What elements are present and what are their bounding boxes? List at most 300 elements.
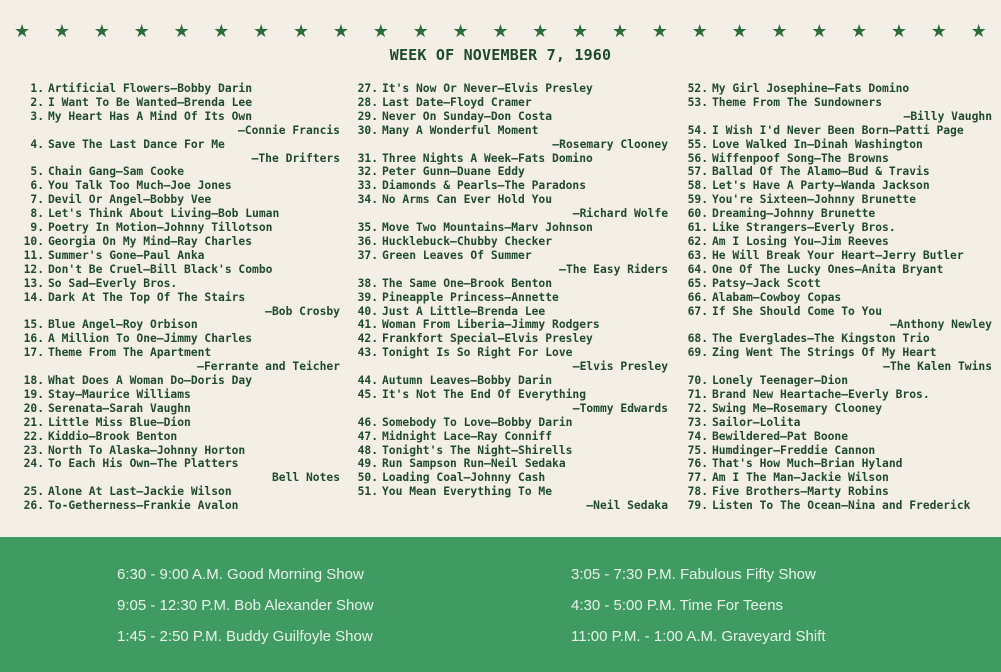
star-icon: ★ — [651, 21, 668, 42]
chart-column-3 — [686, 82, 992, 513]
chart-entry-artist — [686, 110, 992, 124]
entry-number: 77. — [687, 471, 708, 485]
schedule-item: 6:30 - 9:00 A.M. Good Morning Show — [117, 566, 364, 583]
star-border — [0, 20, 1001, 44]
chart-entry — [356, 179, 668, 193]
entry-number: 70. — [687, 374, 708, 388]
entry-text: If She Should Come To You — [712, 304, 883, 318]
page-title: WEEK OF NOVEMBER 7, 1960 — [389, 46, 612, 64]
entry-text: He Will Break Your Heart—Jerry Butler — [712, 248, 964, 262]
chart-entry — [686, 152, 992, 166]
chart-entry-artist — [22, 152, 340, 166]
entry-number: 65. — [687, 276, 708, 290]
entry-number: 5. — [30, 165, 44, 179]
chart-entry — [22, 402, 340, 416]
entry-text: So Sad—Everly Bros. — [48, 276, 178, 290]
entry-text: That's How Much—Brian Hyland — [712, 457, 903, 471]
entry-number: 76. — [687, 457, 708, 471]
entry-text: Three Nights A Week—Fats Domino — [382, 151, 593, 165]
entry-number: 43. — [357, 346, 378, 360]
entry-text: —Elvis Presley — [572, 360, 668, 374]
entry-number: 48. — [357, 443, 378, 457]
chart-entry — [22, 388, 340, 402]
chart-entry-artist — [22, 305, 340, 319]
entry-number: 17. — [23, 346, 44, 360]
chart-entry-artist — [22, 471, 340, 485]
entry-number: 6. — [30, 179, 44, 193]
chart-entry-artist — [356, 360, 668, 374]
chart-entry — [686, 416, 992, 430]
chart-entry — [22, 277, 340, 291]
entry-number: 31. — [357, 151, 378, 165]
entry-text: —The Kalen Twins — [883, 360, 992, 374]
chart-entry — [686, 207, 992, 221]
entry-number: 3. — [30, 109, 44, 123]
entry-number: 57. — [687, 165, 708, 179]
entry-text: Move Two Mountains—Marv Johnson — [382, 221, 593, 235]
entry-number: 72. — [687, 401, 708, 415]
chart-entry-artist — [356, 207, 668, 221]
chart-entry — [686, 374, 992, 388]
entry-text: Blue Angel—Roy Orbison — [48, 318, 198, 332]
entry-number: 44. — [357, 374, 378, 388]
entry-number: 47. — [357, 429, 378, 443]
entry-number: 41. — [357, 318, 378, 332]
entry-number: 42. — [357, 332, 378, 346]
star-icon: ★ — [173, 21, 190, 42]
star-icon: ★ — [731, 21, 748, 42]
entry-text: One Of The Lucky Ones—Anita Bryant — [712, 262, 944, 276]
entry-number: 30. — [357, 123, 378, 137]
entry-text: A Million To One—Jimmy Charles — [48, 332, 253, 346]
entry-number: 75. — [687, 443, 708, 457]
entry-text: Brand New Heartache—Everly Bros. — [712, 387, 930, 401]
entry-text: Bewildered—Pat Boone — [712, 429, 849, 443]
entry-number: 7. — [30, 193, 44, 207]
chart-entry — [22, 96, 340, 110]
chart-column-1 — [22, 82, 340, 513]
entry-text: Somebody To Love—Bobby Darin — [382, 415, 573, 429]
chart-entry — [686, 444, 992, 458]
entry-text: —Bob Crosby — [265, 304, 340, 318]
chart-entry — [22, 179, 340, 193]
entry-number: 8. — [30, 207, 44, 221]
chart-entry — [686, 221, 992, 235]
chart-entry — [686, 305, 992, 319]
schedule-item: 1:45 - 2:50 P.M. Buddy Guilfoyle Show — [117, 628, 373, 645]
entry-text: —The Drifters — [251, 151, 340, 165]
entry-text: Am I Losing You—Jim Reeves — [712, 234, 889, 248]
entry-number: 22. — [23, 429, 44, 443]
entry-number: 28. — [357, 95, 378, 109]
entry-number: 73. — [687, 415, 708, 429]
entry-text: To-Getherness—Frankie Avalon — [48, 499, 239, 513]
chart-entry — [22, 110, 340, 124]
entry-number: 64. — [687, 262, 708, 276]
entry-text: Lonely Teenager—Dion — [712, 374, 849, 388]
entry-text: Poetry In Motion—Johnny Tillotson — [48, 221, 273, 235]
entry-text: Patsy—Jack Scott — [712, 276, 821, 290]
chart-entry — [22, 82, 340, 96]
chart-entry — [356, 96, 668, 110]
entry-number: 32. — [357, 165, 378, 179]
entry-text: Bell Notes — [271, 471, 340, 485]
entry-number: 18. — [23, 374, 44, 388]
schedule-item: 11:00 P.M. - 1:00 A.M. Graveyard Shift — [571, 628, 826, 645]
chart-entry — [356, 471, 668, 485]
entry-text: It's Now Or Never—Elvis Presley — [382, 82, 593, 95]
chart-entry — [22, 374, 340, 388]
entry-number: 9. — [30, 221, 44, 235]
star-icon: ★ — [851, 21, 868, 42]
chart-entry — [356, 277, 668, 291]
chart-entry — [22, 499, 340, 513]
schedule-item: 9:05 - 12:30 P.M. Bob Alexander Show — [117, 597, 374, 614]
entry-text: —The Easy Riders — [559, 262, 668, 276]
entry-text: No Arms Can Ever Hold You — [382, 193, 553, 207]
entry-text: Sailor—Lolita — [712, 415, 801, 429]
chart-entry — [356, 318, 668, 332]
entry-text: Tonight Is So Right For Love — [382, 346, 573, 360]
entry-text: Save The Last Dance For Me — [48, 137, 225, 151]
chart-entry-artist — [22, 124, 340, 138]
chart-entry — [356, 332, 668, 346]
star-icon: ★ — [890, 21, 908, 42]
entry-number: 55. — [687, 137, 708, 151]
entry-text: I Wish I'd Never Been Born—Patti Page — [712, 123, 964, 137]
entry-text: Five Brothers—Marty Robins — [712, 485, 889, 499]
entry-number: 71. — [687, 387, 708, 401]
chart-entry — [356, 291, 668, 305]
chart-entry — [686, 485, 992, 499]
star-icon: ★ — [970, 21, 987, 42]
chart-entry — [22, 138, 340, 152]
star-icon: ★ — [771, 21, 788, 42]
entry-text: Stay—Maurice Williams — [48, 387, 191, 401]
entry-text: —Neil Sedaka — [586, 499, 668, 513]
entry-number: 79. — [687, 499, 708, 513]
star-icon: ★ — [372, 21, 389, 42]
entry-number: 54. — [687, 123, 708, 137]
chart-entry — [686, 96, 992, 110]
entry-text: Alabam—Cowboy Copas — [712, 290, 842, 304]
chart-entry-artist — [686, 360, 992, 374]
entry-text: Kiddio—Brook Benton — [48, 429, 178, 443]
schedule-footer — [0, 537, 1001, 672]
entry-number: 39. — [357, 290, 378, 304]
chart-entry — [356, 416, 668, 430]
chart-entry — [22, 165, 340, 179]
chart-entry — [686, 235, 992, 249]
entry-number: 59. — [687, 193, 708, 207]
star-icon: ★ — [253, 21, 270, 42]
chart-entry-artist — [22, 360, 340, 374]
entry-number: 46. — [357, 415, 378, 429]
entry-text: Frankfort Special—Elvis Presley — [382, 332, 593, 346]
chart-entry — [22, 207, 340, 221]
entry-number: 78. — [687, 485, 708, 499]
entry-text: Tonight's The Night—Shirells — [382, 443, 573, 457]
entry-number: 21. — [23, 415, 44, 429]
entry-text: Dreaming—Johnny Brunette — [712, 207, 876, 221]
entry-number: 27. — [357, 82, 378, 95]
star-icon: ★ — [412, 21, 429, 42]
entry-text: Theme From The Apartment — [48, 346, 212, 360]
entry-number: 29. — [357, 109, 378, 123]
entry-text: My Girl Josephine—Fats Domino — [712, 82, 910, 95]
entry-number: 58. — [687, 179, 708, 193]
entry-number: 1. — [30, 82, 44, 95]
chart-entry — [356, 110, 668, 124]
entry-text: Alone At Last—Jackie Wilson — [48, 485, 232, 499]
entry-text: Listen To The Ocean—Nina and Frederick — [712, 499, 971, 513]
chart-entry — [22, 221, 340, 235]
entry-number: 33. — [357, 179, 378, 193]
entry-text: What Does A Woman Do—Doris Day — [48, 374, 253, 388]
entry-number: 2. — [30, 95, 44, 109]
star-icon: ★ — [14, 21, 31, 42]
entry-number: 14. — [23, 290, 44, 304]
chart-entry — [22, 263, 340, 277]
entry-number: 56. — [687, 151, 708, 165]
entry-number: 16. — [23, 332, 44, 346]
chart-entry — [356, 193, 668, 207]
star-icon: ★ — [93, 21, 110, 42]
entry-number: 69. — [687, 346, 708, 360]
chart-entry — [22, 193, 340, 207]
entry-text: Ballad Of The Alamo—Bud & Travis — [712, 165, 930, 179]
entry-number: 45. — [357, 387, 378, 401]
entry-text: Little Miss Blue—Dion — [48, 415, 191, 429]
entry-text: North To Alaska—Johnny Horton — [48, 443, 246, 457]
chart-entry — [22, 457, 340, 471]
entry-number: 53. — [687, 95, 708, 109]
chart-entry-artist — [356, 263, 668, 277]
chart-entry — [686, 193, 992, 207]
entry-number: 25. — [23, 485, 44, 499]
star-icon: ★ — [213, 21, 230, 42]
entry-number: 52. — [687, 82, 708, 95]
entry-text: You're Sixteen—Johnny Brunette — [712, 193, 917, 207]
star-icon: ★ — [452, 21, 469, 42]
chart-entry — [686, 277, 992, 291]
chart-entry — [686, 430, 992, 444]
star-icon: ★ — [53, 21, 70, 42]
entry-text: Georgia On My Mind—Ray Charles — [48, 234, 253, 248]
entry-text: Devil Or Angel—Bobby Vee — [48, 193, 212, 207]
entry-number: 50. — [357, 471, 378, 485]
chart-entry — [686, 471, 992, 485]
entry-text: —Ferrante and Teicher — [197, 360, 340, 374]
entry-number: 20. — [23, 401, 44, 415]
entry-text: Like Strangers—Everly Bros. — [712, 221, 896, 235]
entry-text: Just A Little—Brenda Lee — [382, 304, 546, 318]
chart-entry — [356, 305, 668, 319]
entry-number: 34. — [357, 193, 378, 207]
entry-number: 19. — [23, 387, 44, 401]
entry-text: Autumn Leaves—Bobby Darin — [382, 374, 553, 388]
chart-entry — [22, 249, 340, 263]
schedule-item: 4:30 - 5:00 P.M. Time For Teens — [571, 597, 784, 614]
entry-text: Summer's Gone—Paul Anka — [48, 248, 205, 262]
entry-text: Let's Have A Party—Wanda Jackson — [712, 179, 930, 193]
entry-text: Artificial Flowers—Bobby Darin — [48, 82, 253, 95]
entry-number: 67. — [687, 304, 708, 318]
entry-text: Let's Think About Living—Bob Luman — [48, 207, 280, 221]
entry-text: Humdinger—Freddie Cannon — [712, 443, 876, 457]
entry-text: Never On Sunday—Don Costa — [382, 109, 553, 123]
chart-entry-artist — [686, 318, 992, 332]
entry-number: 35. — [357, 221, 378, 235]
chart-entry — [356, 374, 668, 388]
entry-text: Don't Be Cruel—Bill Black's Combo — [48, 262, 273, 276]
entry-number: 60. — [687, 207, 708, 221]
entry-text: Woman From Liberia—Jimmy Rodgers — [382, 318, 600, 332]
star-icon: ★ — [572, 21, 589, 42]
chart-entry — [686, 249, 992, 263]
entry-number: 38. — [357, 276, 378, 290]
chart-entry — [356, 82, 668, 96]
star-icon: ★ — [133, 21, 150, 42]
entry-number: 74. — [687, 429, 708, 443]
entry-number: 51. — [357, 485, 378, 499]
entry-text: My Heart Has A Mind Of Its Own — [48, 109, 253, 123]
star-icon: ★ — [332, 21, 350, 42]
entry-text: You Mean Everything To Me — [382, 485, 553, 499]
entry-text: Chain Gang—Sam Cooke — [48, 165, 185, 179]
chart-entry — [356, 249, 668, 263]
chart-entry — [686, 291, 992, 305]
chart-entry — [22, 318, 340, 332]
schedule-item: 3:05 - 7:30 P.M. Fabulous Fifty Show — [571, 566, 816, 583]
entry-number: 40. — [357, 304, 378, 318]
chart-entry — [356, 430, 668, 444]
chart-entry — [22, 346, 340, 360]
chart-entry — [22, 430, 340, 444]
entry-text: Loading Coal—Johnny Cash — [382, 471, 546, 485]
entry-number: 36. — [357, 234, 378, 248]
chart-entry — [356, 152, 668, 166]
entry-text: Midnight Lace—Ray Conniff — [382, 429, 553, 443]
entry-text: I Want To Be Wanted—Brenda Lee — [48, 95, 253, 109]
star-icon: ★ — [691, 21, 708, 42]
chart-entry — [356, 235, 668, 249]
chart-entry — [356, 124, 668, 138]
chart-entry — [686, 402, 992, 416]
chart-entry — [356, 457, 668, 471]
entry-text: It's Not The End Of Everything — [382, 387, 587, 401]
chart-entry — [356, 388, 668, 402]
entry-text: Zing Went The Strings Of My Heart — [712, 346, 937, 360]
entry-text: Theme From The Sundowners — [712, 95, 883, 109]
entry-text: —Richard Wolfe — [572, 207, 668, 221]
chart-entry-artist — [356, 402, 668, 416]
chart-entry — [686, 138, 992, 152]
star-icon: ★ — [611, 21, 629, 42]
entry-text: To Each His Own—The Platters — [48, 457, 239, 471]
star-icon: ★ — [293, 21, 310, 42]
chart-entry — [686, 388, 992, 402]
entry-number: 24. — [23, 457, 44, 471]
entry-text: Pineapple Princess—Annette — [382, 290, 559, 304]
entry-number: 63. — [687, 248, 708, 262]
entry-text: —Anthony Newley — [889, 318, 992, 332]
chart-entry-artist — [356, 499, 668, 513]
entry-number: 37. — [357, 248, 378, 262]
entry-text: Peter Gunn—Duane Eddy — [382, 165, 525, 179]
entry-number: 26. — [23, 499, 44, 513]
entry-number: 10. — [23, 234, 44, 248]
entry-text: Diamonds & Pearls—The Paradons — [382, 179, 587, 193]
chart-entry — [686, 457, 992, 471]
entry-text: —Connie Francis — [237, 123, 340, 137]
entry-number: 13. — [23, 276, 44, 290]
chart-entry — [686, 124, 992, 138]
chart-entry — [686, 82, 992, 96]
chart-entry — [686, 179, 992, 193]
chart-entry — [686, 346, 992, 360]
chart-entry — [356, 444, 668, 458]
chart-entry — [22, 291, 340, 305]
entry-number: 4. — [30, 137, 44, 151]
entry-text: Swing Me—Rosemary Clooney — [712, 401, 883, 415]
star-icon: ★ — [930, 21, 947, 42]
entry-text: Run Sampson Run—Neil Sedaka — [382, 457, 566, 471]
entry-text: Last Date—Floyd Cramer — [382, 95, 532, 109]
entry-number: 66. — [687, 290, 708, 304]
entry-text: Serenata—Sarah Vaughn — [48, 401, 191, 415]
entry-number: 15. — [23, 318, 44, 332]
entry-number: 23. — [23, 443, 44, 457]
entry-number: 12. — [23, 262, 44, 276]
chart-entry — [356, 485, 668, 499]
entry-text: Love Walked In—Dinah Washington — [712, 137, 923, 151]
entry-text: Am I The Man—Jackie Wilson — [712, 471, 889, 485]
chart-entry-artist — [356, 138, 668, 152]
entry-number: 49. — [357, 457, 378, 471]
entry-number: 11. — [23, 248, 44, 262]
chart-entry — [356, 221, 668, 235]
entry-text: The Same One—Brook Benton — [382, 276, 553, 290]
entry-text: Green Leaves Of Summer — [382, 248, 532, 262]
chart-entry — [686, 165, 992, 179]
entry-text: You Talk Too Much—Joe Jones — [48, 179, 232, 193]
star-icon: ★ — [811, 21, 828, 42]
chart-entry — [22, 485, 340, 499]
entry-text: The Everglades—The Kingston Trio — [712, 332, 930, 346]
chart-entry — [22, 235, 340, 249]
chart-entry — [22, 332, 340, 346]
chart-column-2 — [356, 82, 668, 513]
chart-entry — [22, 444, 340, 458]
chart-entry — [356, 346, 668, 360]
entry-text: —Tommy Edwards — [572, 401, 668, 415]
entry-number: 68. — [687, 332, 708, 346]
chart-entry — [686, 263, 992, 277]
entry-text: —Rosemary Clooney — [552, 137, 668, 151]
chart-entry — [356, 165, 668, 179]
star-icon: ★ — [492, 21, 509, 42]
entry-text: Dark At The Top Of The Stairs — [48, 290, 246, 304]
entry-number: 61. — [687, 221, 708, 235]
entry-text: Hucklebuck—Chubby Checker — [382, 234, 553, 248]
chart-entry — [22, 416, 340, 430]
entry-number: 62. — [687, 234, 708, 248]
entry-text: Many A Wonderful Moment — [382, 123, 539, 137]
chart-entry — [686, 332, 992, 346]
star-icon: ★ — [532, 21, 549, 42]
entry-text: —Billy Vaughn — [903, 109, 992, 123]
